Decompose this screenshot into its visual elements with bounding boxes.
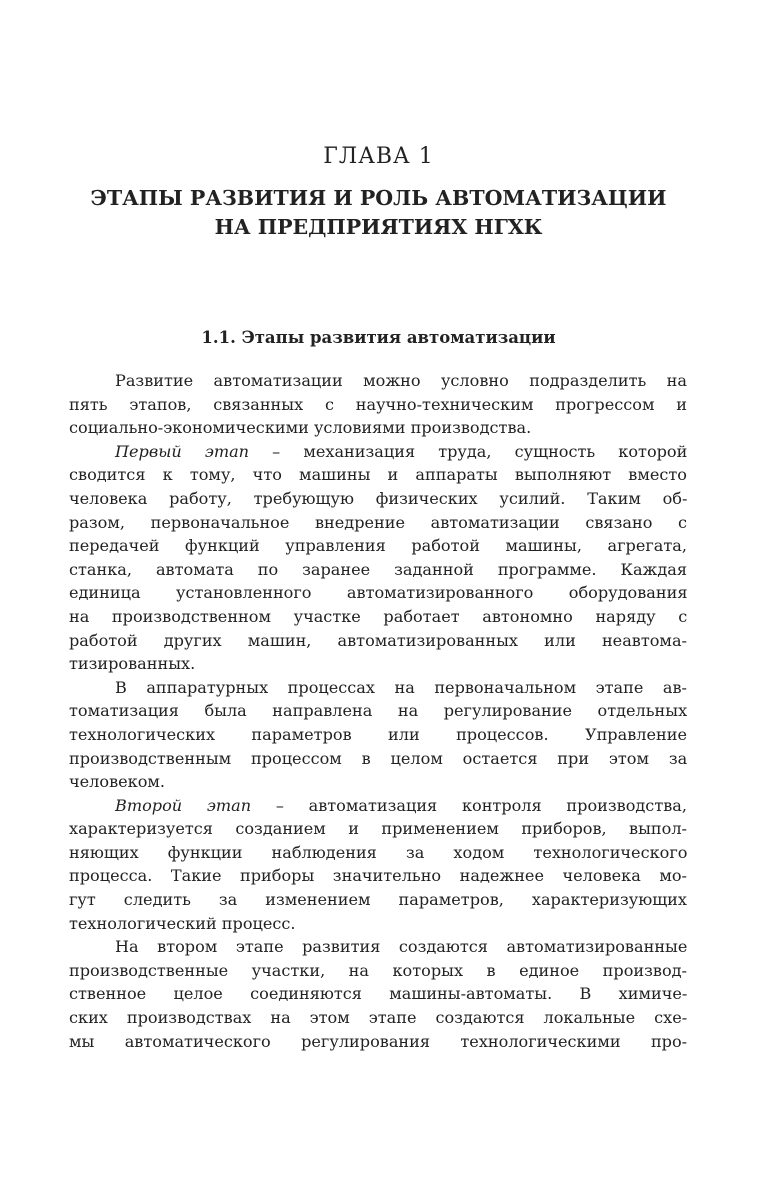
text-line: Первый этап – механизация труда, сущность которой [115, 441, 688, 461]
text-line: В аппаратурных процессах на первоначальном этапе ав- [115, 677, 687, 697]
text-line: тизированных. [69, 654, 196, 674]
section-title: 1.1. Этапы развития автоматизации [201, 328, 556, 347]
text-line: на производственном участке работает автономно наряду с [69, 606, 688, 626]
text-line: Развитие автоматизации можно условно подразделить на [115, 371, 687, 390]
text-line: производственным процессом в целом остается при этом за [69, 748, 688, 768]
chapter-title-line-2: НА ПРЕДПРИЯТИЯХ НГХК [214, 215, 543, 239]
emphasized-term: Первый этап [115, 441, 250, 461]
text-line: единица установленного автоматизированного оборудования [69, 583, 688, 603]
text-line: ственное целое соединяются машины-автоматы. В химиче- [69, 984, 688, 1004]
text-line: На втором этапе развития создаются автоматизированные [115, 937, 688, 957]
text-line: работой других машин, автоматизированных или неавтома- [69, 630, 687, 650]
text-line: сводится к тому, что машины и аппараты выполняют вместо [69, 465, 687, 485]
text-line: томатизация была направлена на регулирование отдельных [69, 701, 688, 721]
text-line: человеком. [69, 772, 166, 792]
text-line: ских производствах на этом этапе создаются локальные схе- [69, 1008, 688, 1028]
text-line: гут следить за изменением параметров, характеризующих [69, 890, 687, 910]
text-line: социально-экономическими условиями производства. [69, 418, 532, 438]
text-line: процесса. Такие приборы значительно надежнее человека мо- [69, 866, 687, 886]
text-line: производственные участки, на которых в единое производ- [69, 960, 687, 980]
text-line: станка, автомата по заранее заданной программе. Каждая [69, 559, 688, 579]
text-line: Второй этап – автоматизация контроля производства, [115, 795, 687, 815]
chapter-title-line-1: ЭТАПЫ РАЗВИТИЯ И РОЛЬ АВТОМАТИЗАЦИИ [90, 186, 667, 210]
text-line: разом, первоначальное внедрение автоматизации связано с [69, 512, 687, 532]
text-line: передачей функций управления работой машины, агрегата, [69, 536, 687, 556]
chapter-label: ГЛАВА 1 [323, 144, 434, 169]
text-line: человека работу, требующую физических усилий. Таким об- [69, 488, 688, 508]
text-line: технологический процесс. [69, 913, 296, 933]
emphasized-term: Второй этап [115, 795, 252, 815]
text-line: технологических параметров или процессов. Управление [69, 724, 687, 744]
body-text [69, 369, 687, 1053]
chapter-title [40, 184, 717, 242]
text-line: мы автоматического регулирования технологическими про- [69, 1031, 688, 1051]
text-line: пять этапов, связанных с научно-техническим прогрессом и [69, 394, 687, 414]
text-line: характеризуется созданием и применением приборов, выпол- [69, 819, 687, 839]
text-line: няющих функции наблюдения за ходом технологического [69, 842, 688, 862]
